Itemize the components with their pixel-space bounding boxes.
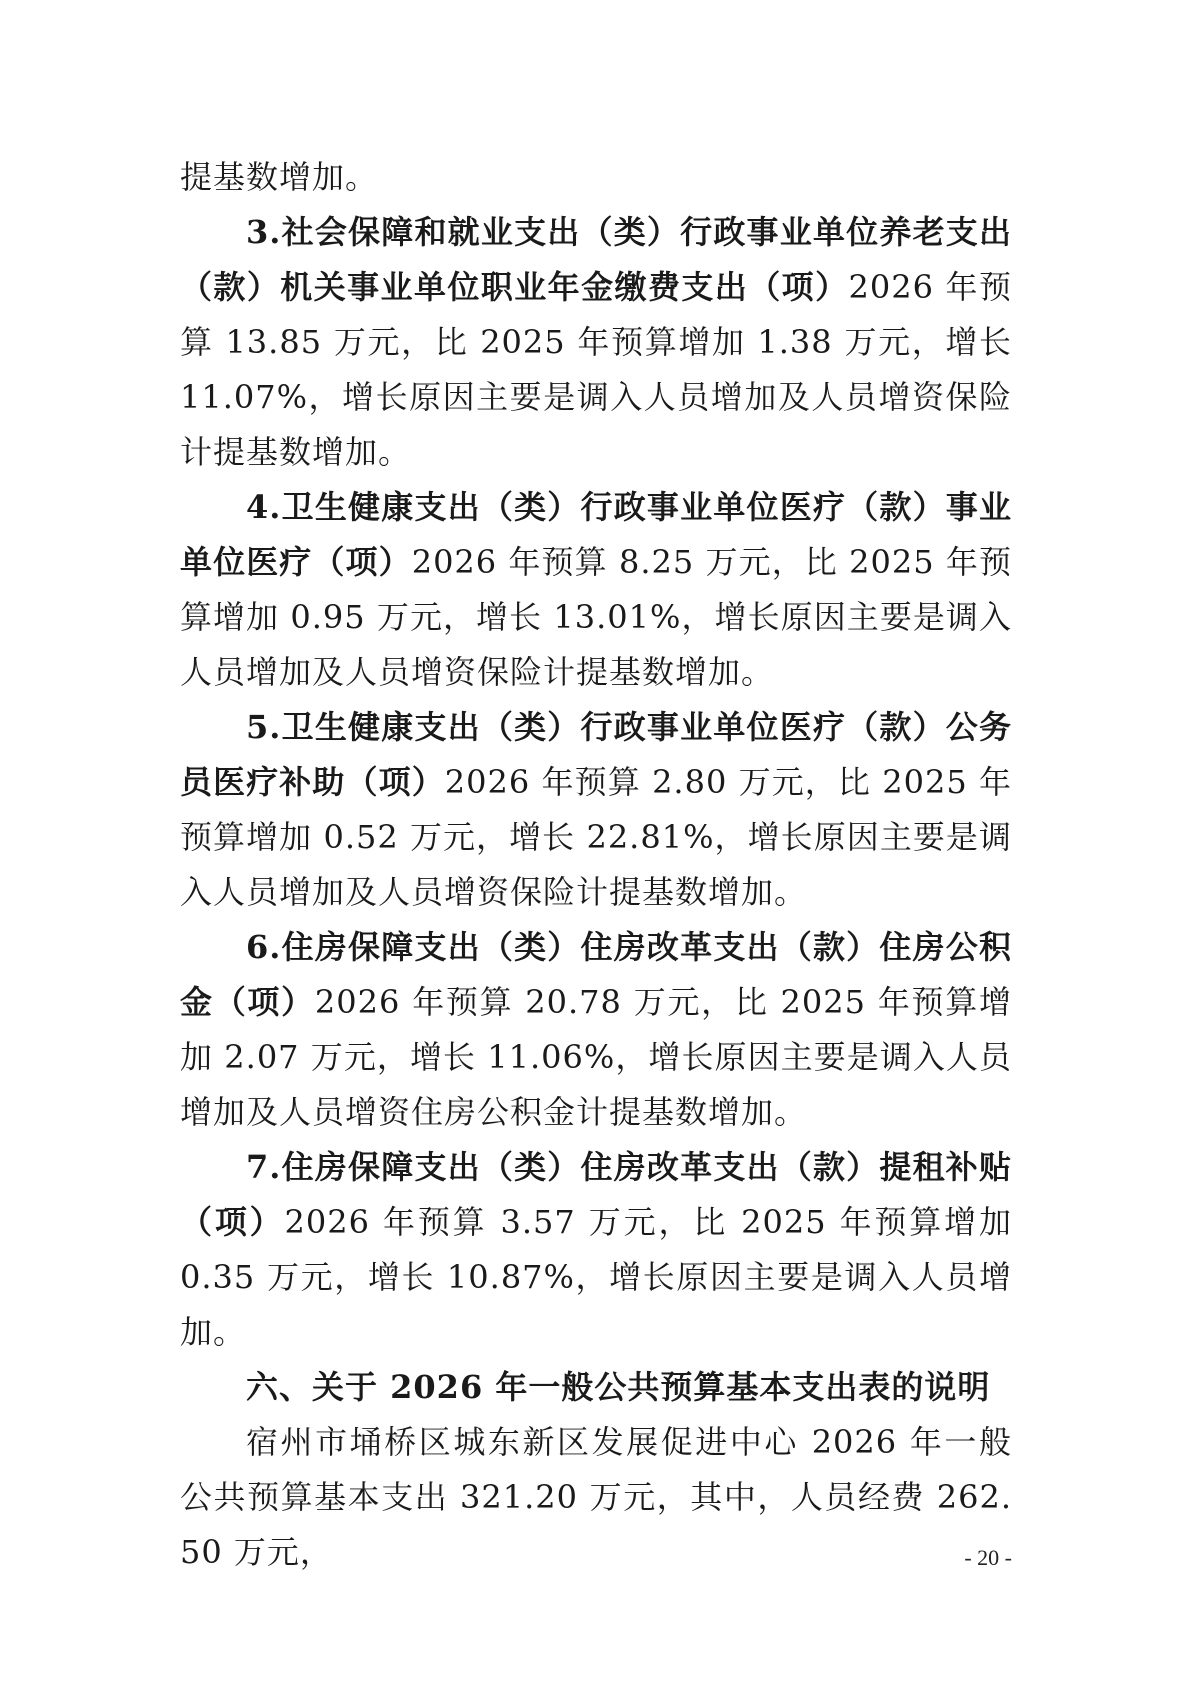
item-heading: 6.住房保障支出（类）住房改革支出（款）住房公积金（项） — [180, 928, 1012, 1021]
paragraph-body: 2026 年预算 2.80 万元，比 2025 年预算增加 0.52 万元，增长 22.81%，增长原因主要是调入人员增加及人员增资保险计提基数增加。 — [180, 763, 1012, 911]
item-heading: 4.卫生健康支出（类）行政事业单位医疗（款）事业单位医疗（项） — [180, 488, 1012, 581]
paragraph-item-3 — [180, 205, 1012, 480]
item-heading: 5.卫生健康支出（类）行政事业单位医疗（款）公务员医疗补助（项） — [180, 708, 1012, 801]
paragraph-item-6 — [180, 920, 1012, 1140]
paragraph-body: 2026 年预算 8.25 万元，比 2025 年预算增加 0.95 万元，增长 13.01%，增长原因主要是调入人员增加及人员增资保险计提基数增加。 — [180, 543, 1012, 691]
paragraph-body: 2026 年预算 20.78 万元，比 2025 年预算增加 2.07 万元，增长 11.06%，增长原因主要是调入人员增加及人员增资住房公积金计提基数增加。 — [180, 983, 1012, 1131]
paragraph-item-4 — [180, 480, 1012, 700]
item-heading: 3.社会保障和就业支出（类）行政事业单位养老支出（款）机关事业单位职业年金缴费支出（项） — [180, 213, 1012, 306]
paragraph-body: 2026 年预算 3.57 万元，比 2025 年预算增加 0.35 万元，增长 10.87%，增长原因主要是调入人员增加。 — [180, 1203, 1012, 1351]
section-heading: 六、关于 2026 年一般公共预算基本支出表的说明 — [246, 1368, 991, 1406]
paragraph-item-5 — [180, 700, 1012, 920]
document-body — [180, 150, 1012, 1580]
paragraph-body: 提基数增加。 — [180, 158, 379, 196]
item-heading: 7.住房保障支出（类）住房改革支出（款）提租补贴（项） — [180, 1148, 1012, 1241]
paragraph-body: 2026 年预算 13.85 万元，比 2025 年预算增加 1.38 万元，增长 11.07%，增长原因主要是调入人员增加及人员增资保险计提基数增加。 — [180, 268, 1012, 471]
paragraph-continuation — [180, 150, 1012, 205]
paragraph-item-7 — [180, 1140, 1012, 1360]
page-number: - 20 - — [964, 1545, 1012, 1570]
section-paragraph: 宿州市埇桥区城东新区发展促进中心 2026 年一般公共预算基本支出 321.20 万元，其中，人员经费 262.50 万元， — [180, 1423, 1012, 1571]
